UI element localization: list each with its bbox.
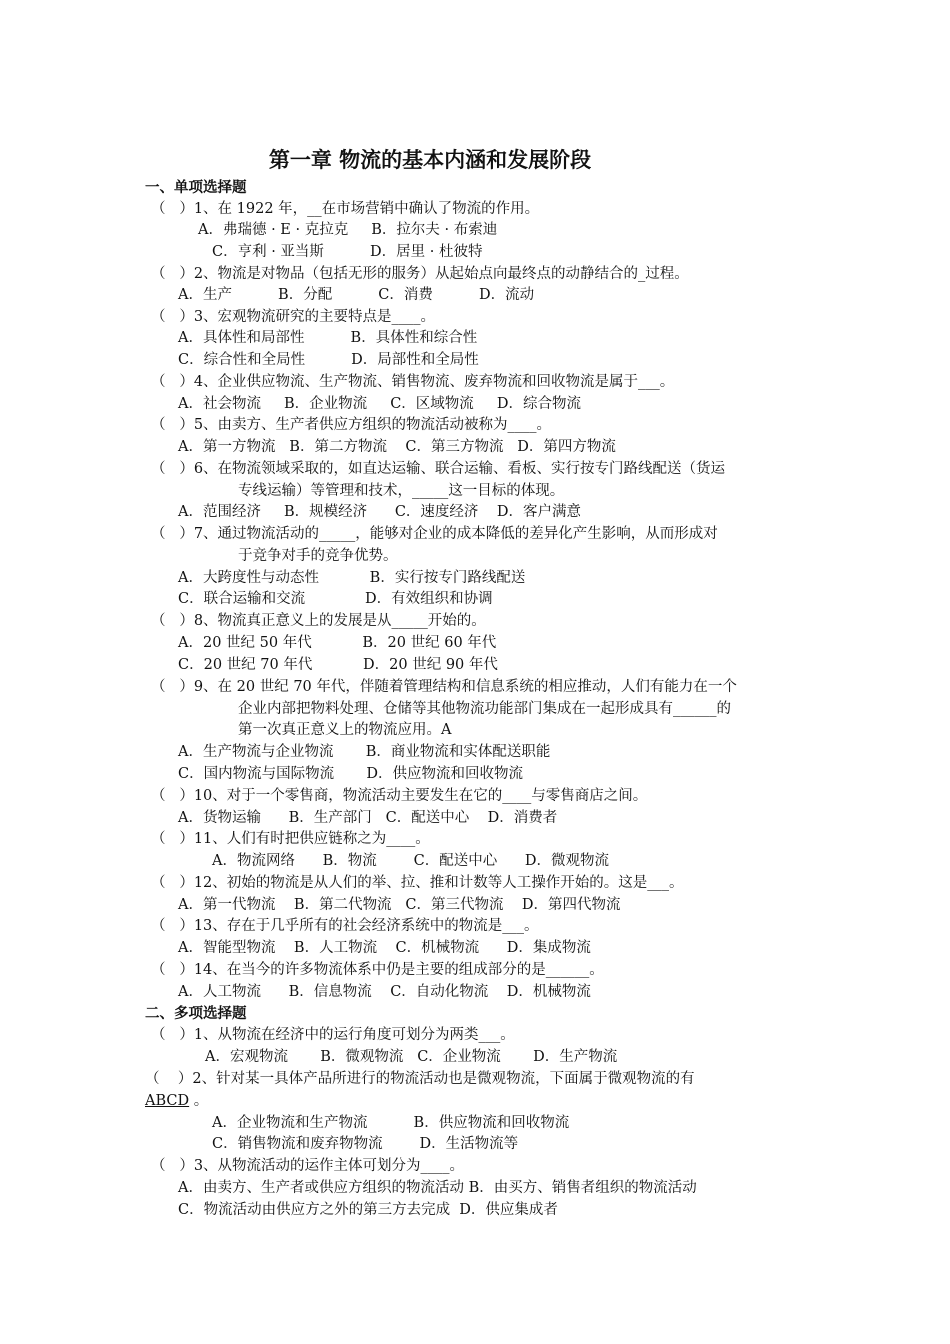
question-7-options-ab: A．大跨度性与动态性 B．实行按专门路线配送	[178, 570, 526, 586]
question-8-options-ab: A．20 世纪 50 年代 B．20 世纪 60 年代	[178, 635, 497, 651]
question-14-options: A．人工物流 B．信息物流 C．自动化物流 D．机械物流	[178, 984, 591, 1000]
multi-question-2-answer: ABCD	[145, 1093, 190, 1109]
multi-question-3-options-ab: A．由卖方、生产者或供应方组织的物流活动 B．由买方、销售者组织的物流活动	[178, 1180, 697, 1196]
question-7: （ ）7、通过物流活动的_____，能够对企业的成本降低的差异化产生影响，从而形成对	[151, 526, 718, 542]
question-3-options-ab: A．具体性和局部性 B．具体性和综合性	[178, 330, 478, 346]
question-4-options: A．社会物流 B．企业物流 C．区域物流 D．综合物流	[178, 396, 581, 412]
question-10-options: A．货物运输 B．生产部门 C．配送中心 D．消费者	[178, 810, 558, 826]
question-9-options-ab: A．生产物流与企业物流 B．商业物流和实体配送职能	[178, 744, 551, 760]
question-1-options-cd: C．亨利 · 亚当斯 D．居里 · 杜彼特	[212, 244, 483, 260]
chapter-title: 第一章 物流的基本内涵和发展阶段	[268, 147, 592, 172]
question-1-options-ab: A．弗瑞德 · E · 克拉克 B．拉尔夫 · 布索迪	[198, 222, 498, 238]
question-5: （ ）5、由卖方、生产者供应方组织的物流活动被称为____。	[151, 417, 552, 433]
question-9: （ ）9、在 20 世纪 70 年代，伴随着管理结构和信息系统的相应推动，人们有能力在一个	[151, 679, 737, 695]
question-9-continued-2: 第一次真正意义上的物流应用。A	[238, 722, 452, 738]
question-12: （ ）12、初始的物流是从人们的举、拉、推和计数等人工操作开始的。这是___。	[151, 875, 684, 891]
question-2: （ ）2、物流是对物品（包括无形的服务）从起始点向最终点的动静结合的_过程。	[151, 266, 689, 282]
question-14: （ ）14、在当今的许多物流体系中仍是主要的组成部分的是______。	[151, 962, 604, 978]
question-13-options: A．智能型物流 B．人工物流 C．机械物流 D．集成物流	[178, 940, 591, 956]
multi-question-1: （ ）1、从物流在经济中的运行角度可划分为两类___。	[151, 1027, 515, 1043]
multi-question-2: （ ）2、针对某一具体产品所进行的物流活动也是微观物流，下面属于微观物流的有	[145, 1071, 695, 1087]
question-7-continued: 于竞争对手的竞争优势。	[238, 548, 398, 564]
question-3-options-cd: C．综合性和全局性 D．局部性和全局性	[178, 352, 479, 368]
question-9-continued: 企业内部把物料处理、仓储等其他物流功能部门集成在一起形成具有______的	[238, 701, 731, 717]
section-heading-single-choice: 一、单项选择题	[145, 179, 247, 196]
question-8-options-cd: C．20 世纪 70 年代 D．20 世纪 90 年代	[178, 657, 498, 673]
question-1: （ ）1、在 1922 年，__在市场营销中确认了物流的作用。	[151, 201, 540, 217]
question-6-continued: 专线运输）等管理和技术，_____这一目标的体现。	[238, 483, 565, 499]
question-11-options: A．物流网络 B．物流 C．配送中心 D．微观物流	[212, 853, 610, 869]
multi-question-2-options-ab: A．企业物流和生产物流 B．供应物流和回收物流	[212, 1115, 570, 1131]
multi-question-3-options-cd: C．物流活动由供应方之外的第三方去完成 D．供应集成者	[178, 1202, 558, 1218]
question-6: （ ）6、在物流领域采取的，如直达运输、联合运输、看板、实行按专门路线配送（货运	[151, 461, 726, 477]
question-8: （ ）8、物流真正意义上的发展是从_____开始的。	[151, 613, 486, 629]
question-3: （ ）3、宏观物流研究的主要特点是____。	[151, 309, 436, 325]
multi-question-2-answer-line	[145, 1091, 208, 1111]
question-7-options-cd: C．联合运输和交流 D．有效组织和协调	[178, 591, 493, 607]
question-5-options: A．第一方物流 B．第二方物流 C．第三方物流 D．第四方物流	[178, 439, 616, 455]
question-6-options: A．范围经济 B．规模经济 C．速度经济 D．客户满意	[178, 504, 581, 520]
question-10: （ ）10、对于一个零售商，物流活动主要发生在它的____与零售商店之间。	[151, 788, 648, 804]
question-4: （ ）4、企业供应物流、生产物流、销售物流、废弃物流和回收物流是属于___。	[151, 374, 675, 390]
multi-question-3: （ ）3、从物流活动的运作主体可划分为____。	[151, 1158, 465, 1174]
question-2-options: A．生产 B．分配 C．消费 D．流动	[178, 287, 535, 303]
question-9-options-cd: C．国内物流与国际物流 D．供应物流和回收物流	[178, 766, 523, 782]
question-12-options: A．第一代物流 B．第二代物流 C．第三代物流 D．第四代物流	[178, 897, 621, 913]
section-heading-multiple-choice: 二、多项选择题	[145, 1005, 247, 1022]
question-11: （ ）11、人们有时把供应链称之为____。	[151, 831, 430, 847]
multi-question-2-options-cd: C．销售物流和废弃物物流 D．生活物流等	[212, 1136, 519, 1152]
question-13: （ ）13、存在于几乎所有的社会经济系统中的物流是___。	[151, 918, 539, 934]
multi-question-1-options: A．宏观物流 B．微观物流 C．企业物流 D．生产物流	[205, 1049, 618, 1065]
multi-question-2-tail: 。	[189, 1093, 209, 1109]
